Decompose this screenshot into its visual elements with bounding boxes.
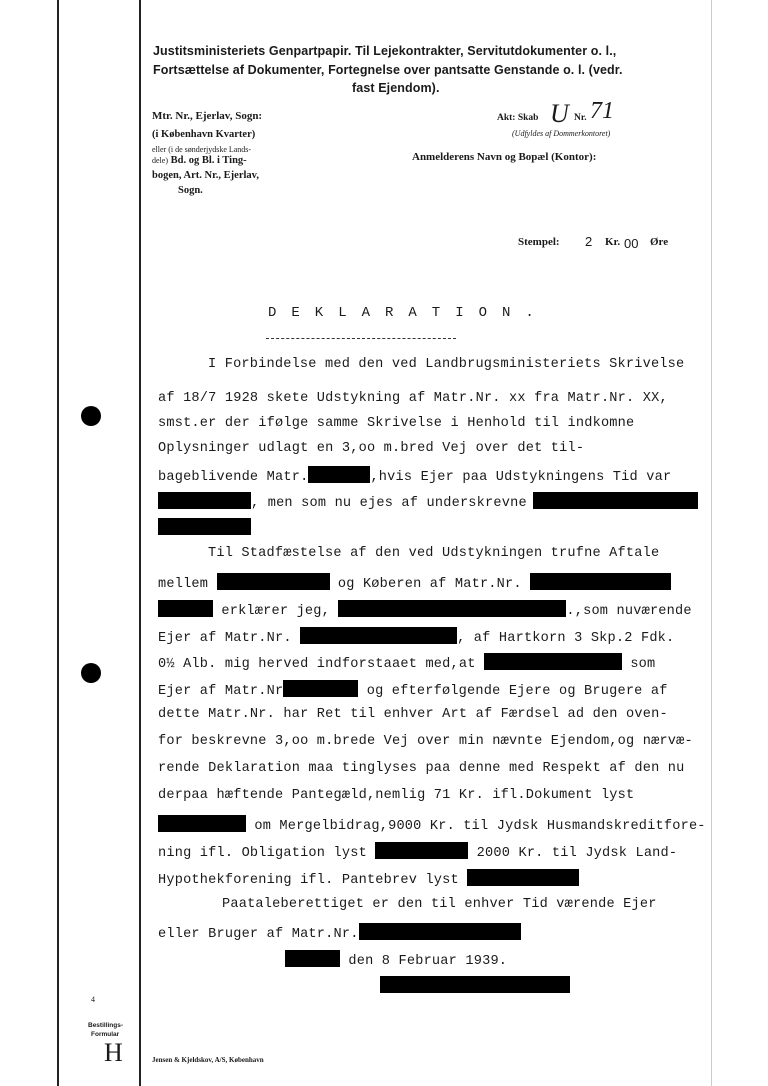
p2-line-13-text: Hypothekforening ifl. Pantebrev lyst: [158, 873, 459, 888]
akt-note: (Udfyldes af Dommerkontoret): [512, 129, 611, 138]
stempel-kr-label: Kr.: [605, 236, 621, 248]
p2-line-5b: som: [630, 657, 656, 672]
p2-line-13: [158, 869, 579, 888]
footer-printer: Jensen & Kjeldskov, A/S, København: [152, 1056, 264, 1064]
p2-line-9: rende Deklaration maa tinglyses paa denne med Respekt af den nu: [158, 761, 685, 776]
p3-date-line: [285, 950, 507, 969]
p1-line-5b: ,hvis Ejer paa Udstykningens Tid var: [370, 470, 672, 485]
redaction: [308, 466, 370, 483]
stempel-kr-value: 2: [585, 234, 593, 249]
stempel-label: Stempel:: [518, 236, 560, 248]
header-line-1: Justitsministeriets Genpartpapir. Til Lejekontrakter, Servitutdokumenter o. l.,: [153, 44, 617, 58]
p2-line-11: [158, 815, 706, 834]
p2-line-5a: 0½ Alb. mig herved indforstaaet med,at: [158, 657, 476, 672]
redaction: [217, 573, 330, 590]
p2-line-4a: Ejer af Matr.Nr.: [158, 631, 292, 646]
p2-line-10: derpaa hæftende Pantegæld,nemlig 71 Kr. ifl.Dokument lyst: [158, 788, 635, 803]
left-box-line-4-main: Bd. og Bl. i Ting-: [170, 155, 247, 166]
p2-line-4: [158, 627, 674, 646]
left-box-line-2: (i København Kvarter): [152, 129, 256, 140]
p3-line-2-text: eller Bruger af Matr.Nr.: [158, 927, 359, 942]
header-line-3: fast Ejendom).: [352, 81, 440, 95]
p2-line-12b: 2000 Kr. til Jydsk Land-: [476, 846, 678, 861]
p1-line-4: Oplysninger udlagt en 3,oo m.bred Vej over det til-: [158, 441, 585, 456]
p3-line-2: [158, 923, 521, 942]
redaction: [359, 923, 521, 940]
redaction: [375, 842, 468, 859]
redaction: [300, 627, 457, 644]
p2-line-4b: , af Hartkorn 3 Skp.2 Fdk.: [457, 631, 675, 646]
redaction: [484, 653, 622, 670]
anmelder-label: Anmelderens Navn og Bopæl (Kontor):: [412, 151, 597, 163]
inner-margin-line: [139, 0, 141, 1086]
title-underline: [266, 338, 456, 339]
p2-line-3b: .,som nuværende: [566, 604, 692, 619]
akt-nr-label: Nr.: [574, 113, 587, 123]
redaction: [467, 869, 579, 886]
p3-date: den 8 Februar 1939.: [348, 954, 508, 969]
right-margin-line: [711, 0, 712, 1086]
p2-line-3: [158, 600, 692, 619]
left-box-line-4: [152, 155, 247, 166]
punch-hole-bottom: [81, 663, 101, 683]
p2-line-12a: ning ifl. Obligation lyst: [158, 846, 367, 861]
akt-skab-label: Akt: Skab: [497, 113, 539, 123]
left-box-line-3: eller (i de sønderjydske Lands-: [152, 145, 252, 154]
margin-number: 4: [91, 995, 95, 1004]
punch-hole-top: [81, 406, 101, 426]
redaction: [283, 680, 358, 697]
p1-line-5: [158, 466, 671, 485]
stempel-ore-label: Øre: [650, 236, 669, 248]
akt-nr-value: 71: [590, 98, 614, 124]
left-margin-line: [57, 0, 59, 1086]
redaction: [158, 492, 251, 509]
document-title: DEKLARATION.: [268, 305, 549, 321]
redaction: [338, 600, 566, 617]
p2-line-1: Til Stadfæstelse af den ved Udstykningen trufne Aftale: [208, 546, 660, 561]
redaction-owner-name-cont: [158, 518, 251, 535]
p2-line-2b: og Køberen af Matr.Nr.: [337, 577, 522, 592]
p1-line-5a: bageblivende Matr.: [158, 470, 309, 485]
redaction: [285, 950, 340, 967]
footer-formular: Formular: [91, 1031, 120, 1038]
header-line-2: Fortsættelse af Dokumenter, Fortegnelse over pantsatte Genstande o. l. (vedr.: [153, 63, 623, 77]
footer-letter: H: [104, 1038, 123, 1067]
p1-line-6-text: , men som nu ejes af underskrevne: [251, 496, 527, 511]
p2-line-6a: Ejer af Matr.Nr: [158, 684, 284, 699]
left-box-line-4-prefix: dele): [152, 156, 168, 165]
left-box-line-6: Sogn.: [178, 185, 203, 196]
redaction: [158, 815, 246, 832]
p1-line-2: af 18/7 1928 skete Udstykning af Matr.Nr. xx fra Matr.Nr. XX,: [158, 391, 668, 406]
p2-line-6b: og efterfølgende Ejere og Brugere af: [366, 684, 668, 699]
stempel-ore-value: 00: [624, 236, 639, 251]
p2-line-2: [158, 573, 522, 592]
p2-line-12: [158, 842, 677, 861]
left-box-line-5: bogen, Art. Nr., Ejerlav,: [152, 170, 259, 181]
p2-line-2a: mellem: [158, 577, 209, 592]
p2-line-7: dette Matr.Nr. har Ret til enhver Art af Færdsel ad den oven-: [158, 707, 668, 722]
p1-line-6: [158, 492, 527, 511]
redaction-owner-name: [533, 492, 698, 509]
redaction-signature: [380, 976, 570, 993]
redaction: [158, 600, 213, 617]
akt-handwritten-letter: U: [550, 99, 569, 128]
p2-line-5: [158, 653, 655, 672]
p2-line-11-text: om Mergelbidrag,9000 Kr. til Jydsk Husmandskreditfore-: [254, 819, 706, 834]
p2-line-8: for beskrevne 3,oo m.brede Vej over min nævnte Ejendom,og nærvæ-: [158, 734, 693, 749]
p2-line-3a: erklærer jeg,: [221, 604, 331, 619]
footer-bestillings: Bestillings-: [88, 1022, 124, 1029]
p1-line-1: I Forbindelse med den ved Landbrugsministeriets Skrivelse: [208, 357, 685, 372]
left-box-line-1: Mtr. Nr., Ejerlav, Sogn:: [152, 110, 263, 122]
p3-line-1: Paataleberettiget er den til enhver Tid værende Ejer: [222, 897, 657, 912]
p2-line-6: [158, 680, 668, 699]
redaction-matr-nr-1: [530, 573, 671, 590]
p1-line-3: smst.er der ifølge samme Skrivelse i Henhold til indkomne: [158, 416, 635, 431]
